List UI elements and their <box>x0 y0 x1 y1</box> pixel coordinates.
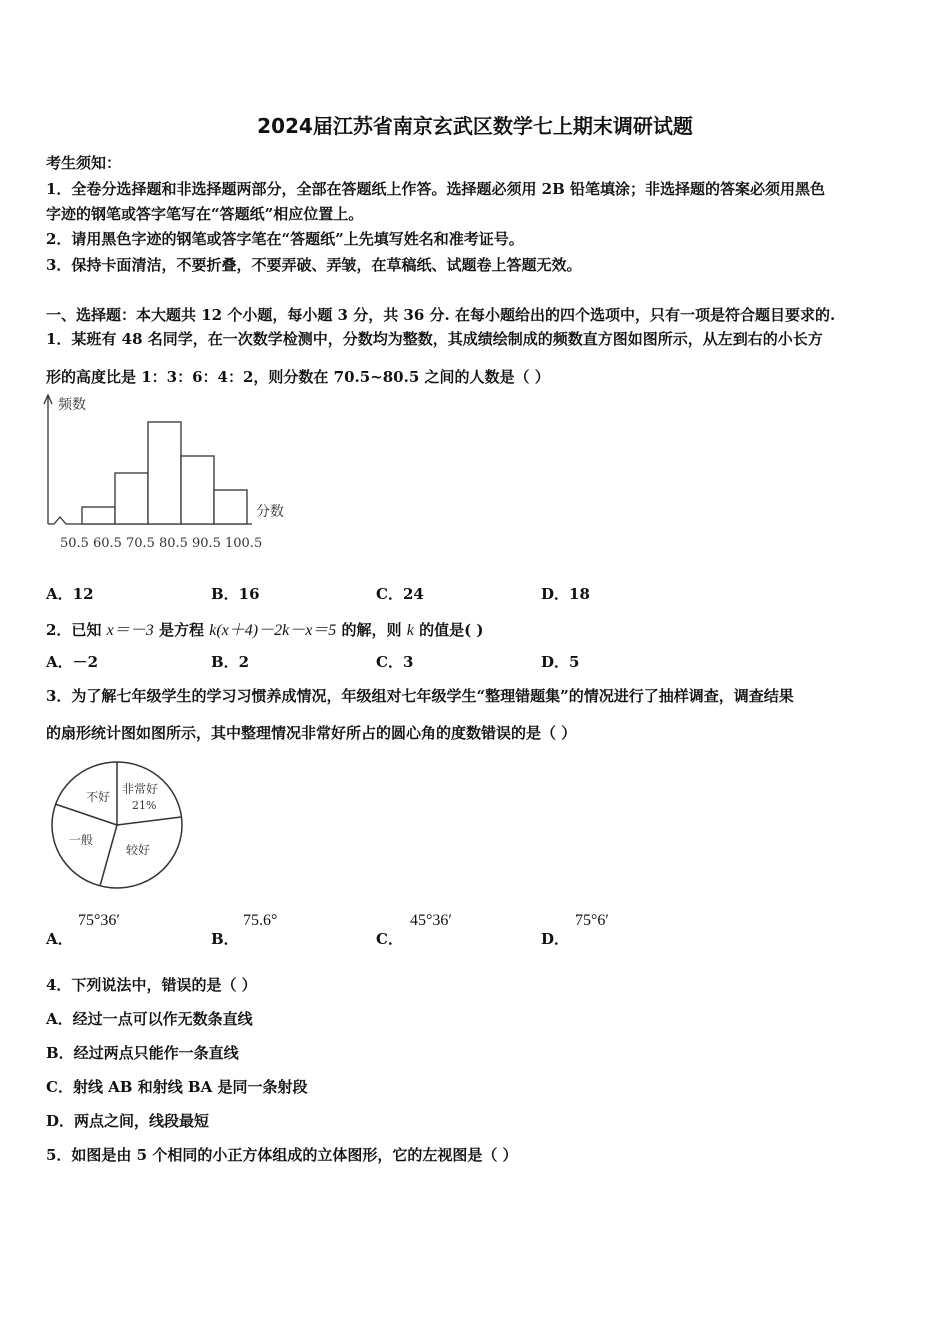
histogram-bar <box>148 422 181 524</box>
q1-option-d[interactable]: D．18 <box>541 585 590 603</box>
q1-option-b[interactable]: B．16 <box>211 585 260 603</box>
x-tick-label: 100.5 <box>225 536 263 551</box>
q2-mid: 是方程 <box>153 621 210 639</box>
pie-label-good: 较好 <box>126 843 151 857</box>
notice-item: 字迹的钢笔或答字笔写在“答题纸”相应位置上。 <box>46 205 364 223</box>
pie-divider <box>117 817 181 825</box>
pie-label-bad: 不好 <box>86 790 111 804</box>
x-tick-label: 80.5 <box>159 536 188 551</box>
q2-stem <box>46 617 484 640</box>
q3-option-d-letter: D． <box>541 930 570 948</box>
q3-option-c[interactable] <box>376 928 403 949</box>
q4-option-c[interactable]: C．射线 AB 和射线 BA 是同一条射段 <box>46 1078 308 1096</box>
q3-stem-line1: 3．为了解七年级学生的学习习惯养成情况，年级组对七年级学生“整理错题集”的情况进行了抽样调查，调查结果 <box>46 687 794 705</box>
x-axis-label: 分数 <box>256 504 284 520</box>
q3-option-b-value: 75.6° <box>243 912 278 929</box>
frequency-histogram <box>40 392 300 557</box>
notice-item: 1．全卷分选择题和非选择题两部分，全部在答题纸上作答。选择题必须用 2B 铅笔填涂；非选择题的答案必须用黑色 <box>46 180 826 198</box>
q3-option-d[interactable] <box>541 928 569 949</box>
q3-option-d-value: 75°6′ <box>575 912 609 929</box>
pie-divider <box>100 825 117 886</box>
pie-chart <box>48 760 188 892</box>
q3-option-b[interactable] <box>211 928 239 949</box>
q2-end: 的值是( ) <box>413 621 484 639</box>
q2-option-a[interactable]: A．－2 <box>46 653 99 671</box>
notice-item: 2．请用黑色字迹的钢笔或答字笔在“答题纸”上先填写姓名和准考证号。 <box>46 230 524 248</box>
q4-option-b[interactable]: B．经过两点只能作一条直线 <box>46 1044 239 1062</box>
histogram-bar <box>181 456 214 524</box>
histogram-bar <box>214 490 247 524</box>
q2-suffix: 的解，则 <box>336 621 407 639</box>
y-axis-label: 频数 <box>58 397 86 413</box>
pie-label-percent: 21% <box>132 799 157 812</box>
q2-option-b[interactable]: B．2 <box>211 653 250 671</box>
q1-stem-line2: 形的高度比是 1：3：6：4：2，则分数在 70.5~80.5 之间的人数是（ ） <box>46 368 550 386</box>
pie-divider <box>55 804 117 825</box>
x-tick-label: 50.5 <box>60 536 89 551</box>
pie-label-average: 一般 <box>69 833 94 847</box>
q3-option-a[interactable] <box>46 928 73 949</box>
q1-stem-line1: 1．某班有 48 名同学，在一次数学检测中，分数均为整数，其成绩绘制成的频数直方图如图所示，从左到右的小长方 <box>46 330 823 348</box>
q4-option-a[interactable]: A．经过一点可以作无数条直线 <box>46 1010 253 1028</box>
q3-stem-line2: 的扇形统计图如图所示，其中整理情况非常好所占的圆心角的度数错误的是（ ） <box>46 724 577 742</box>
q2-prefix: 2．已知 <box>46 621 107 639</box>
q3-option-c-letter: C． <box>376 930 403 948</box>
q4-option-d[interactable]: D．两点之间，线段最短 <box>46 1112 210 1130</box>
q1-option-a[interactable]: A．12 <box>46 585 94 603</box>
q2-k: k <box>406 622 414 639</box>
q3-option-a-value: 75°36′ <box>78 912 120 929</box>
pie-label-very-good: 非常好 <box>122 782 159 796</box>
q1-option-c[interactable]: C．24 <box>376 585 424 603</box>
q4-stem: 4．下列说法中，错误的是（ ） <box>46 976 257 994</box>
q3-option-b-letter: B． <box>211 930 239 948</box>
q2-option-d[interactable]: D．5 <box>541 653 580 671</box>
x-tick-label: 70.5 <box>126 536 155 551</box>
histogram-bar <box>82 507 115 524</box>
page-title: 2024届江苏省南京玄武区数学七上期末调研试题 <box>257 114 693 138</box>
q3-option-a-letter: A． <box>46 930 73 948</box>
q2-eq1: x＝－3 <box>106 622 154 639</box>
section-heading: 一、选择题：本大题共 12 个小题，每小题 3 分，共 36 分. 在每小题给出的四个选项中，只有一项是符合题目要求的. <box>46 306 836 324</box>
q5-stem: 5．如图是由 5 个相同的小正方体组成的立体图形，它的左视图是（ ） <box>46 1146 518 1164</box>
notice-item: 3．保持卡面清洁，不要折叠，不要弄破、弄皱，在草稿纸、试题卷上答题无效。 <box>46 256 582 274</box>
histogram-bar <box>115 473 148 524</box>
q3-option-c-value: 45°36′ <box>410 912 452 929</box>
q2-eq2: k(x＋4)－2k－x＝5 <box>209 622 337 639</box>
notice-heading: 考生须知： <box>46 154 122 172</box>
q2-option-c[interactable]: C．3 <box>376 653 414 671</box>
x-tick-label: 90.5 <box>192 536 221 551</box>
x-tick-label: 60.5 <box>93 536 122 551</box>
